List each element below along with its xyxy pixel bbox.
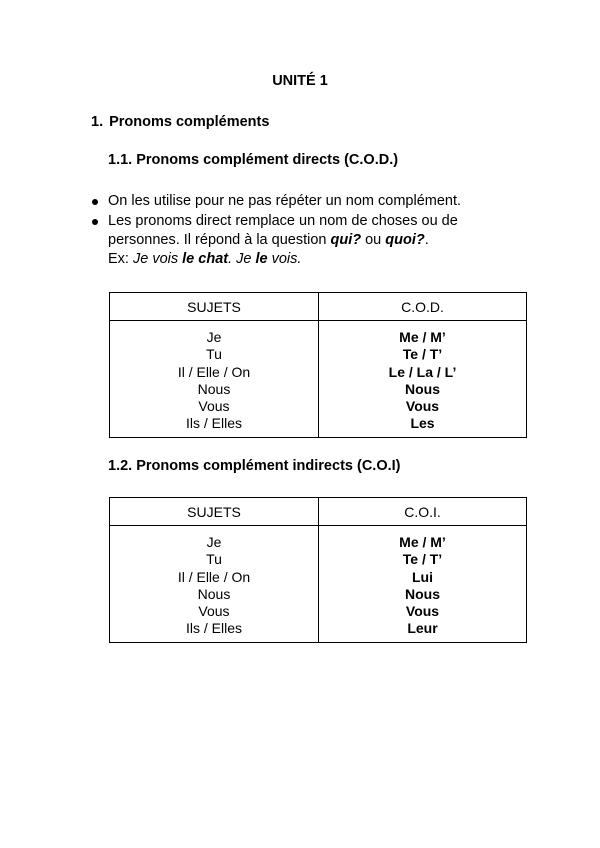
cod-table	[109, 292, 527, 438]
section-number: 1.	[91, 114, 104, 130]
pronoun: Nous	[405, 380, 440, 397]
bullet-item	[91, 192, 491, 211]
subjects-cell	[110, 526, 319, 643]
coi-heading: 1.2. Pronoms complément indirects (C.O.I)	[108, 458, 401, 474]
subject: Nous	[197, 380, 231, 397]
subject: Je	[206, 329, 222, 345]
example-prefix: Ex:	[108, 251, 133, 267]
subject: Tu	[206, 551, 222, 568]
subjects-cell	[110, 321, 319, 438]
example-part: vois.	[267, 251, 302, 267]
pronoun: Les	[410, 415, 435, 432]
pronoun: Te / T’	[402, 346, 443, 363]
subject: Ils / Elles	[185, 620, 242, 637]
subject: Tu	[206, 346, 222, 363]
table-row	[110, 321, 527, 438]
example-bold: le	[255, 251, 268, 267]
table-header-cell: SUJETS	[110, 498, 319, 526]
table-row	[110, 526, 527, 643]
example-part: . Je	[228, 251, 256, 267]
pronouns-cell	[319, 321, 527, 438]
table-header-cell: C.O.D.	[319, 293, 527, 321]
subject: Vous	[198, 398, 230, 415]
pronoun: Lui	[412, 568, 433, 585]
table-header-cell: C.O.I.	[319, 498, 527, 526]
coi-table	[109, 497, 527, 643]
subject: Il / Elle / On	[177, 568, 251, 585]
subject: Ils / Elles	[185, 415, 242, 432]
subject: Je	[206, 534, 222, 550]
pronoun: Te / T’	[402, 551, 443, 568]
question-or: ou	[361, 232, 386, 248]
pronoun: Vous	[405, 398, 440, 415]
table-header-cell: SUJETS	[110, 293, 319, 321]
question-qui: qui?	[330, 232, 362, 248]
pronoun: Me / M’	[399, 329, 446, 345]
question-quoi: quoi?	[385, 232, 425, 248]
table-header-row	[110, 498, 527, 526]
pronoun: Le / La / L’	[388, 363, 457, 380]
table-header-row	[110, 293, 527, 321]
subject: Vous	[198, 603, 230, 620]
subject: Il / Elle / On	[177, 363, 251, 380]
unit-title: UNITÉ 1	[272, 73, 328, 89]
subject: Nous	[197, 585, 231, 602]
bullet-text: Les pronoms direct remplace un nom de choses ou de personnes. Il répond à la question	[108, 213, 458, 248]
pronoun: Me / M’	[399, 534, 446, 550]
section-heading	[91, 114, 269, 130]
example-line	[108, 250, 491, 269]
cod-bullet-list	[91, 192, 491, 270]
section-title: Pronoms compléments	[109, 114, 270, 130]
bullet-text: On les utilise pour ne pas répéter un nom complément.	[108, 193, 462, 209]
pronoun: Leur	[407, 620, 438, 637]
pronoun: Vous	[405, 603, 440, 620]
cod-heading: 1.1. Pronoms complément directs (C.O.D.)	[108, 152, 399, 168]
example-part: Je vois	[132, 251, 183, 267]
pronouns-cell	[319, 526, 527, 643]
pronoun: Nous	[405, 585, 440, 602]
example-bold: le chat	[182, 251, 229, 267]
bullet-item	[91, 212, 491, 269]
question-end: .	[424, 232, 429, 248]
